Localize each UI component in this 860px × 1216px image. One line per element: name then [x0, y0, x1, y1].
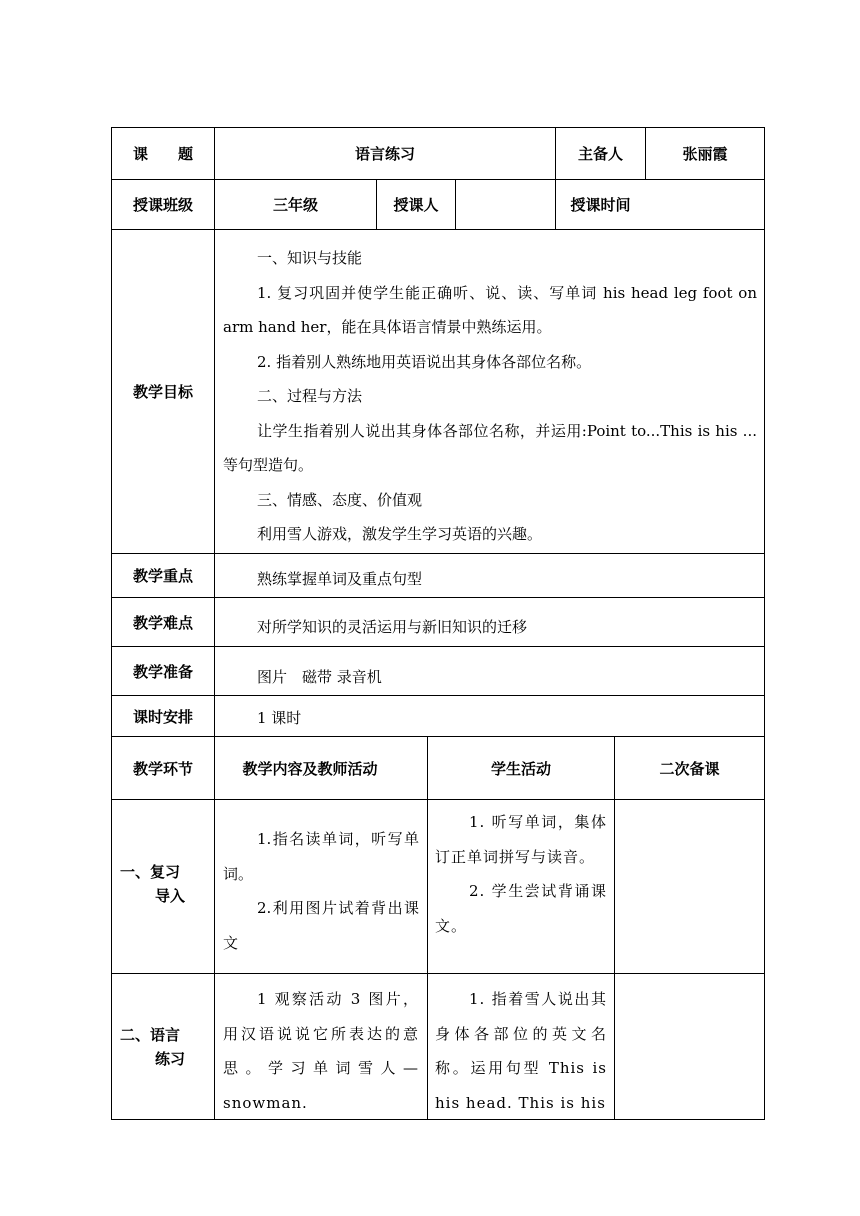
goals-line: 一、知识与技能 — [257, 249, 363, 267]
preparer-label: 主备人 — [577, 145, 623, 163]
topic-label: 课 题 — [132, 145, 193, 163]
stage-practice-line2: 练习 — [155, 1050, 186, 1068]
second-prep-cell — [615, 974, 764, 1119]
key-points-label: 教学重点 — [132, 567, 193, 585]
schedule-label: 课时安排 — [132, 707, 193, 726]
preparation-label: 教学准备 — [132, 662, 193, 681]
goals-line: 利用雪人游戏，激发学生学习英语的兴趣。 — [257, 525, 543, 543]
time-value — [646, 180, 764, 229]
process-header-student: 学生活动 — [490, 759, 551, 778]
difficulties-label: 教学难点 — [132, 613, 193, 632]
teacher-value — [456, 180, 555, 229]
process-header-notes: 二次备课 — [659, 759, 720, 778]
key-points-value: 熟练掌握单词及重点句型 — [257, 570, 423, 588]
schedule-value: 1 课时 — [257, 709, 302, 727]
stage-practice — [112, 1023, 214, 1071]
preparer-value: 张丽霞 — [682, 145, 728, 163]
goals-line: 让学生指着别人说出其身体各部位名称，并运用:Point to...This is his ...等句型造句。 — [223, 421, 757, 474]
teacher-activity — [223, 822, 419, 960]
student-activity — [435, 982, 607, 1120]
student-activity-line: 1. 听写单词，集体订正单词拼写与读音。 — [435, 813, 607, 866]
stage-review — [112, 860, 214, 908]
stage-review-line1: 一、复习 — [120, 863, 181, 881]
teacher-label: 授课人 — [393, 196, 439, 214]
student-activity — [435, 805, 607, 943]
goals-line: 2. 指着别人熟练地用英语说出其身体各部位名称。 — [257, 352, 592, 371]
stage-review-line2: 导入 — [155, 887, 186, 905]
topic-value: 语言练习 — [354, 145, 415, 163]
class-label: 授课班级 — [132, 196, 193, 214]
goals-line: 三、情感、态度、价值观 — [257, 490, 423, 509]
second-prep-cell — [615, 800, 764, 973]
student-activity-line: 2. 学生尝试背诵课文。 — [435, 882, 607, 935]
col-divider — [214, 127, 215, 1120]
table-border-right — [764, 127, 765, 1120]
goals-label: 教学目标 — [132, 383, 193, 401]
teacher-activity-line: 2.利用图片试着背出课文 — [223, 899, 419, 952]
difficulties-value: 对所学知识的灵活运用与新旧知识的迁移 — [257, 618, 528, 636]
stage-practice-line1: 二、语言 — [120, 1026, 181, 1044]
teacher-activity — [223, 982, 419, 1120]
student-activity-line: 1. 指着雪人说出其身体各部位的英文名称。运用句型 This is his head. This is his — [435, 990, 607, 1112]
teacher-activity-line: 1 观察活动 3 图片，用汉语说说它所表达的意思。学习单词雪人—snowman. — [223, 990, 419, 1112]
class-value: 三年级 — [272, 196, 318, 214]
goals-line: 二、过程与方法 — [257, 387, 363, 405]
goals-line: 1. 复习巩固并使学生能正确听、说、读、写单词 his head leg foot on arm hand her，能在具体语言情景中熟练运用。 — [223, 283, 757, 336]
process-header-teacher: 教学内容及教师活动 — [242, 759, 378, 778]
preparation-value: 图片 磁带 录音机 — [257, 668, 382, 686]
goals-content — [223, 241, 757, 552]
time-label: 授课时间 — [570, 196, 631, 214]
process-header-stage: 教学环节 — [132, 759, 193, 778]
teacher-activity-line: 1.指名读单词，听写单词。 — [223, 830, 419, 883]
